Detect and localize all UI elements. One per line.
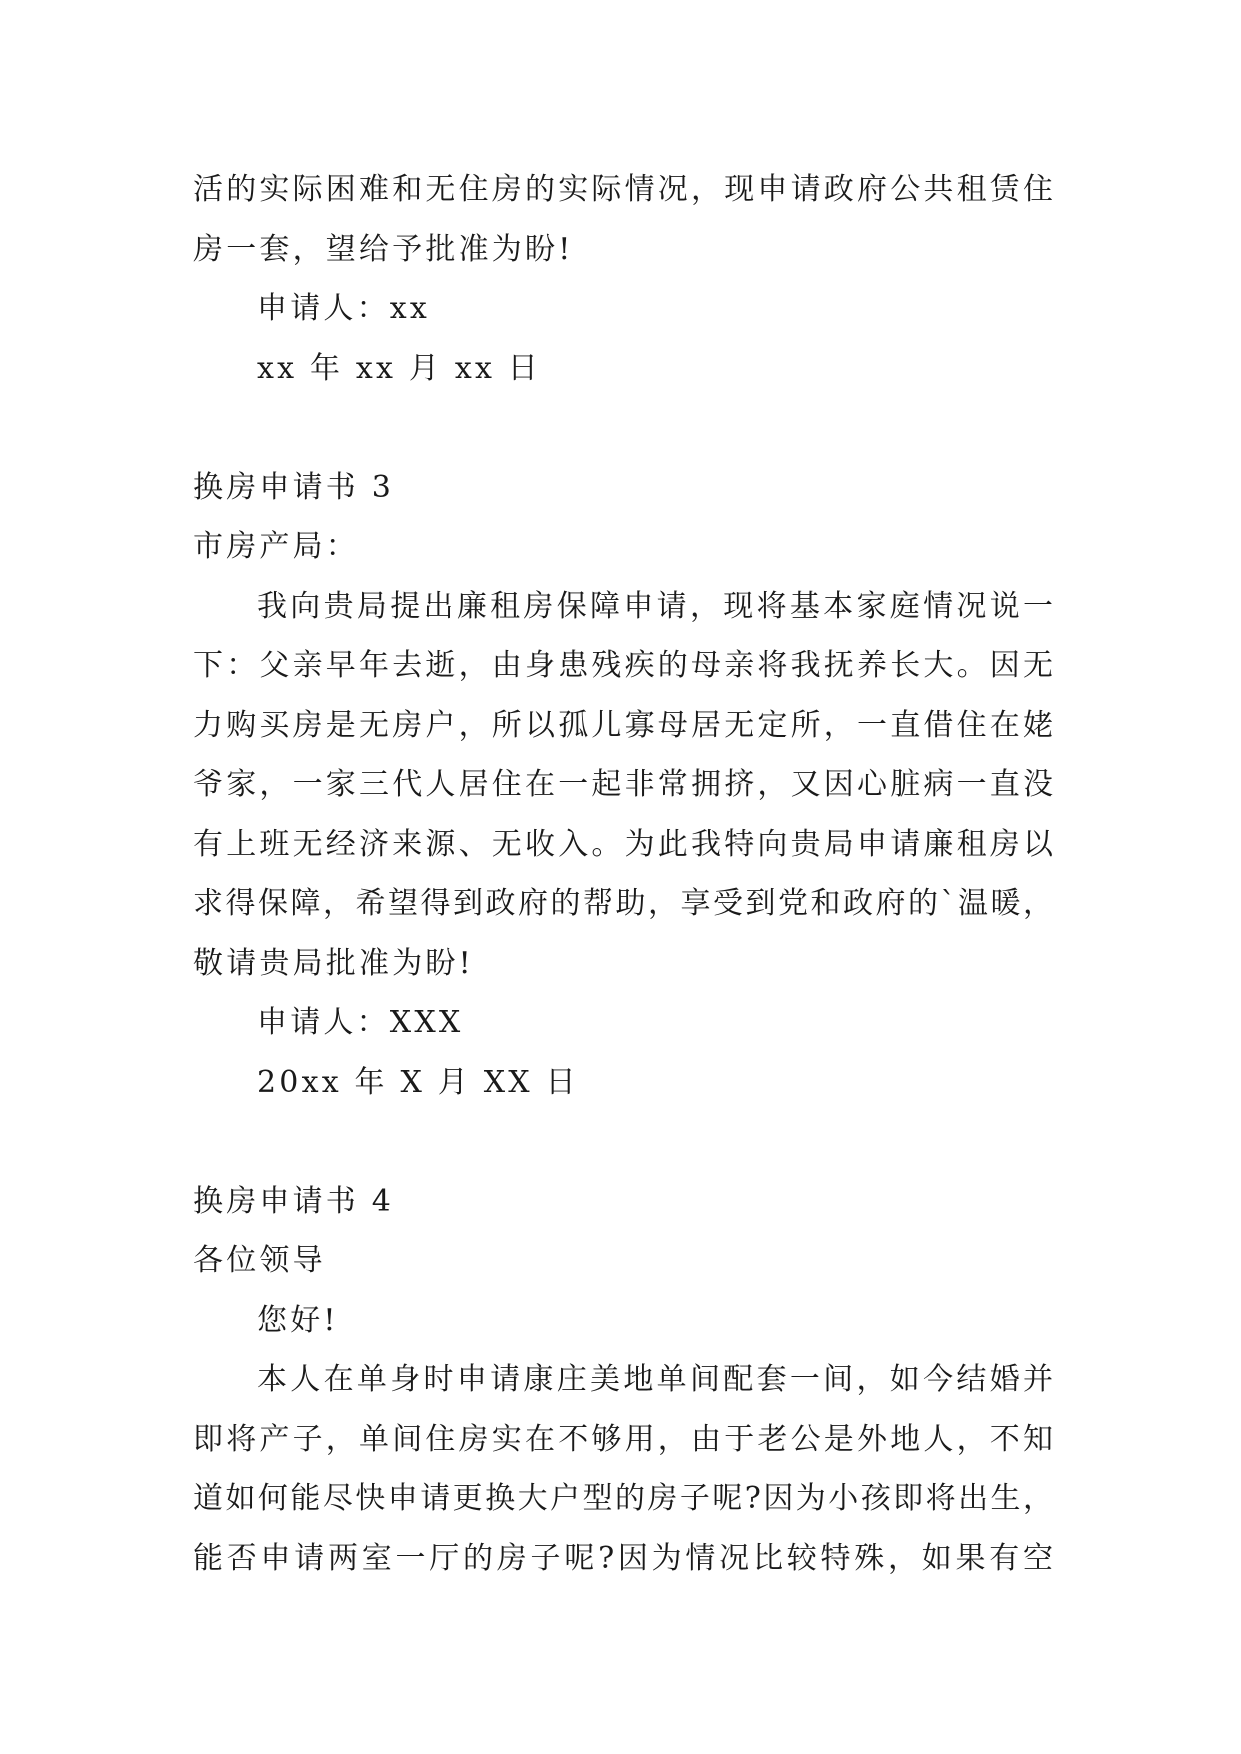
section-spacer xyxy=(193,1112,1053,1172)
section-title: 换房申请书 4 xyxy=(193,1183,395,1219)
paragraph-line: 我向贵局提出廉租房保障申请，现将基本家庭情况说一 xyxy=(257,588,1053,624)
paragraph-line: 爷家，一家三代人居住在一起非常拥挤，又因心脏病一直没 xyxy=(193,767,1053,802)
paragraph-line: 道如何能尽快申请更换大户型的房子呢?因为小孩即将出生， xyxy=(193,1481,1053,1516)
section-title: 换房申请书 3 xyxy=(193,469,395,505)
paragraph-line: 求得保障，希望得到政府的帮助，享受到党和政府的`温暖， xyxy=(193,886,1053,921)
addressee: 各位领导 xyxy=(193,1243,326,1278)
applicant-signature: 申请人：xx xyxy=(257,291,431,326)
section-spacer xyxy=(193,398,1053,458)
document-page xyxy=(193,160,1053,1588)
greeting: 您好! xyxy=(257,1302,339,1338)
signature-date: 20xx 年 X 月 XX 日 xyxy=(257,1064,579,1100)
paragraph-line: 本人在单身时申请康庄美地单间配套一间，如今结婚并 xyxy=(257,1362,1053,1397)
paragraph-line: 即将产子，单间住房实在不够用，由于老公是外地人，不知 xyxy=(193,1421,1053,1457)
paragraph-line: 能否申请两室一厅的房子呢?因为情况比较特殊，如果有空 xyxy=(193,1540,1053,1576)
paragraph-line: 活的实际困难和无住房的实际情况，现申请政府公共租赁住 xyxy=(193,172,1053,207)
paragraph-line: 力购买房是无房户，所以孤儿寡母居无定所，一直借住在姥 xyxy=(193,707,1053,743)
paragraph-line: 下：父亲早年去逝，由身患残疾的母亲将我抚养长大。因无 xyxy=(193,648,1053,683)
addressee: 市房产局： xyxy=(193,529,359,564)
paragraph-line: 敬请贵局批准为盼! xyxy=(193,945,474,981)
applicant-signature: 申请人：XXX xyxy=(257,1005,464,1040)
paragraph-line: 有上班无经济来源、无收入。为此我特向贵局申请廉租房以 xyxy=(193,826,1053,862)
signature-date: xx 年 xx 月 xx 日 xyxy=(257,350,541,386)
paragraph-line: 房一套，望给予批准为盼! xyxy=(193,231,574,267)
